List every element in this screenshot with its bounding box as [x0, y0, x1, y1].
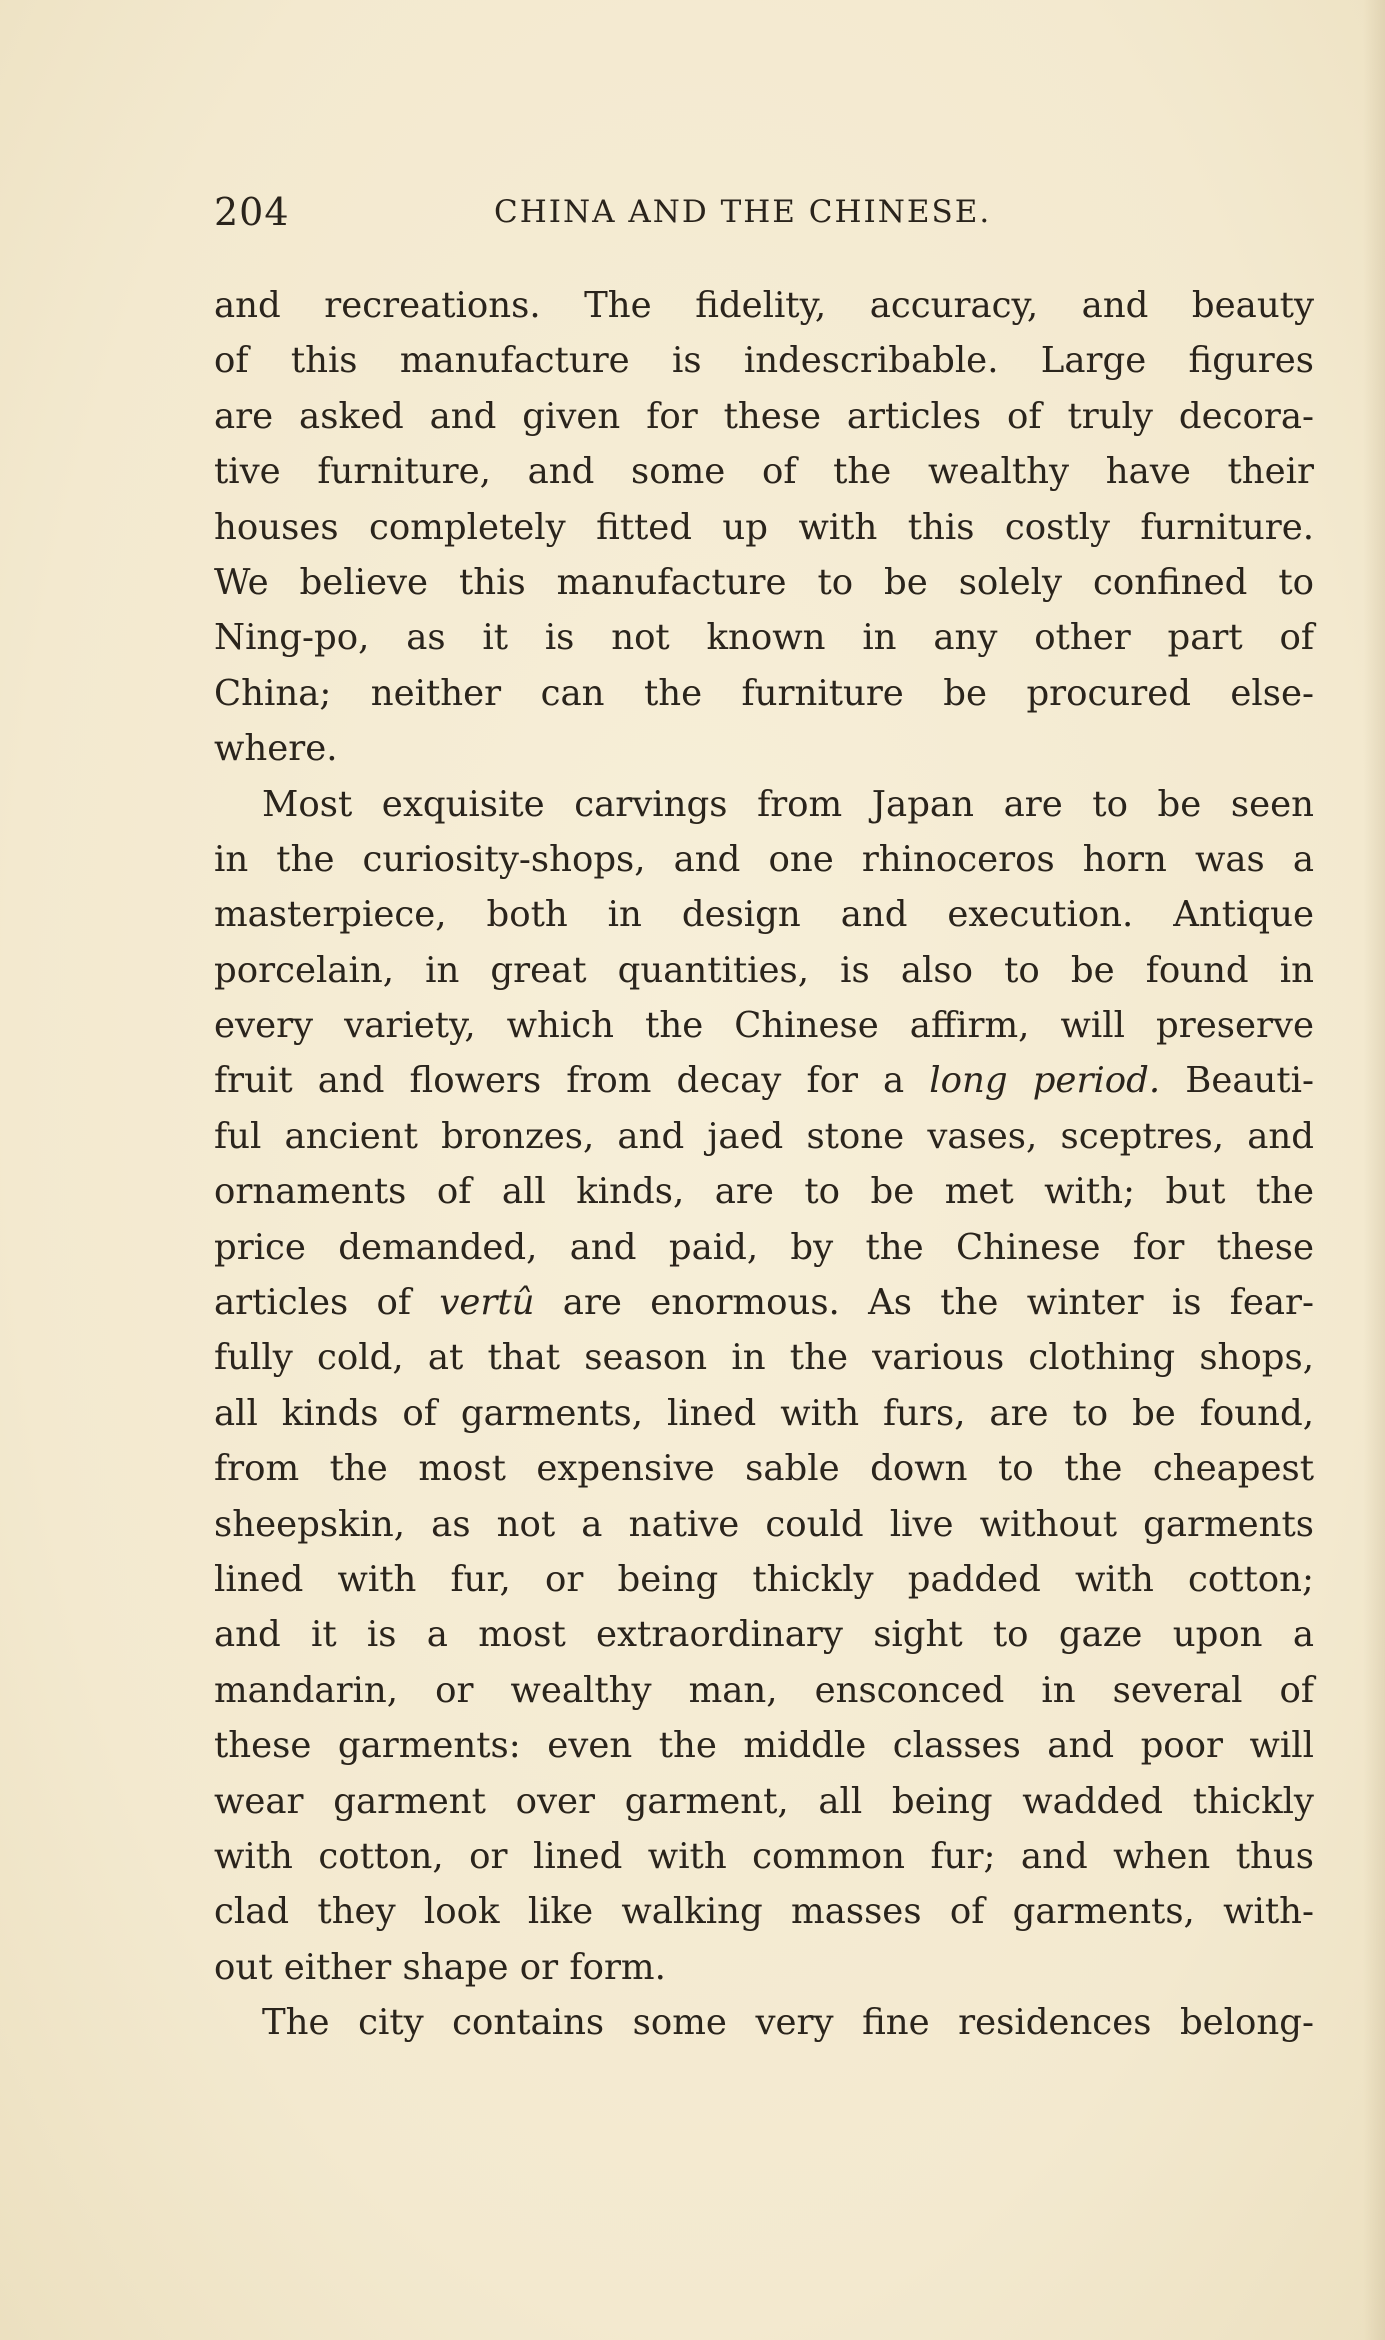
text-line: tive furniture, and some of the wealthy have their [214, 451, 1314, 493]
text-line: mandarin, or wealthy man, ensconced in several of [214, 1669, 1314, 1711]
text-line: price demanded, and paid, by the Chinese for these [214, 1226, 1314, 1268]
page-number: 204 [214, 190, 290, 234]
text-line: with cotton, or lined with common fur; and when thus [214, 1835, 1314, 1877]
text-line: porcelain, in great quantities, is also to be found in [214, 949, 1314, 991]
text-line-with-italic [214, 1275, 1314, 1330]
italic-word: vertû [439, 1282, 535, 1324]
text-line: China; neither can the furniture be procured else- [214, 672, 1314, 714]
text-line: clad they look like walking masses of garments, with- [214, 1891, 1314, 1933]
text-line: We believe this manufacture to be solely confined to [214, 561, 1314, 603]
running-head: CHINA AND THE CHINESE. [494, 194, 992, 230]
page-header [214, 190, 1044, 234]
text-line: every variety, which the Chinese affirm, will preserve [214, 1005, 1314, 1047]
text-line: and it is a most extraordinary sight to gaze upon a [214, 1614, 1314, 1656]
text-line: ful ancient bronzes, and jaed stone vases, sceptres, and [214, 1115, 1314, 1157]
text-line: sheepskin, as not a native could live without garments [214, 1503, 1314, 1545]
page-edge-shadow [1363, 0, 1385, 2340]
paragraph-start-line: Most exquisite carvings from Japan are to be seen [262, 783, 1314, 825]
text-line: wear garment over garment, all being wadded thickly [214, 1780, 1314, 1822]
text-line: masterpiece, both in design and execution. Antique [214, 894, 1314, 936]
text-line: of this manufacture is indescribable. Large figures [214, 340, 1314, 382]
text-segment: fruit and flowers from decay for a [214, 1060, 930, 1102]
text-line-with-italic [214, 1053, 1314, 1108]
text-line: houses completely fitted up with this costly furniture. [214, 506, 1314, 548]
text-segment: articles of [214, 1282, 440, 1324]
text-segment: are enormous. As the winter is fear- [534, 1282, 1314, 1324]
paragraph-start-line: The city contains some very fine residences belong- [262, 2002, 1314, 2044]
text-line: lined with fur, or being thickly padded with cotton; [214, 1558, 1314, 1600]
text-line: these garments: even the middle classes and poor will [214, 1725, 1314, 1767]
text-line: ornaments of all kinds, are to be met with; but the [214, 1171, 1314, 1213]
text-segment: Beauti- [1160, 1060, 1314, 1102]
text-line: where. [214, 728, 338, 770]
italic-phrase: long period. [929, 1060, 1161, 1102]
text-line: from the most expensive sable down to the cheapest [214, 1448, 1314, 1490]
text-line: Ning-po, as it is not known in any other part of [214, 617, 1314, 659]
text-line: and recreations. The fidelity, accuracy, and beauty [214, 285, 1314, 326]
body-text [214, 278, 1314, 2051]
text-line: in the curiosity-shops, and one rhinoceros horn was a [214, 838, 1314, 880]
text-line: all kinds of garments, lined with furs, are to be found, [214, 1392, 1314, 1434]
text-line: are asked and given for these articles of truly decora- [214, 395, 1314, 437]
text-line: out either shape or form. [214, 1946, 666, 1988]
text-line: fully cold, at that season in the various clothing shops, [214, 1337, 1314, 1379]
